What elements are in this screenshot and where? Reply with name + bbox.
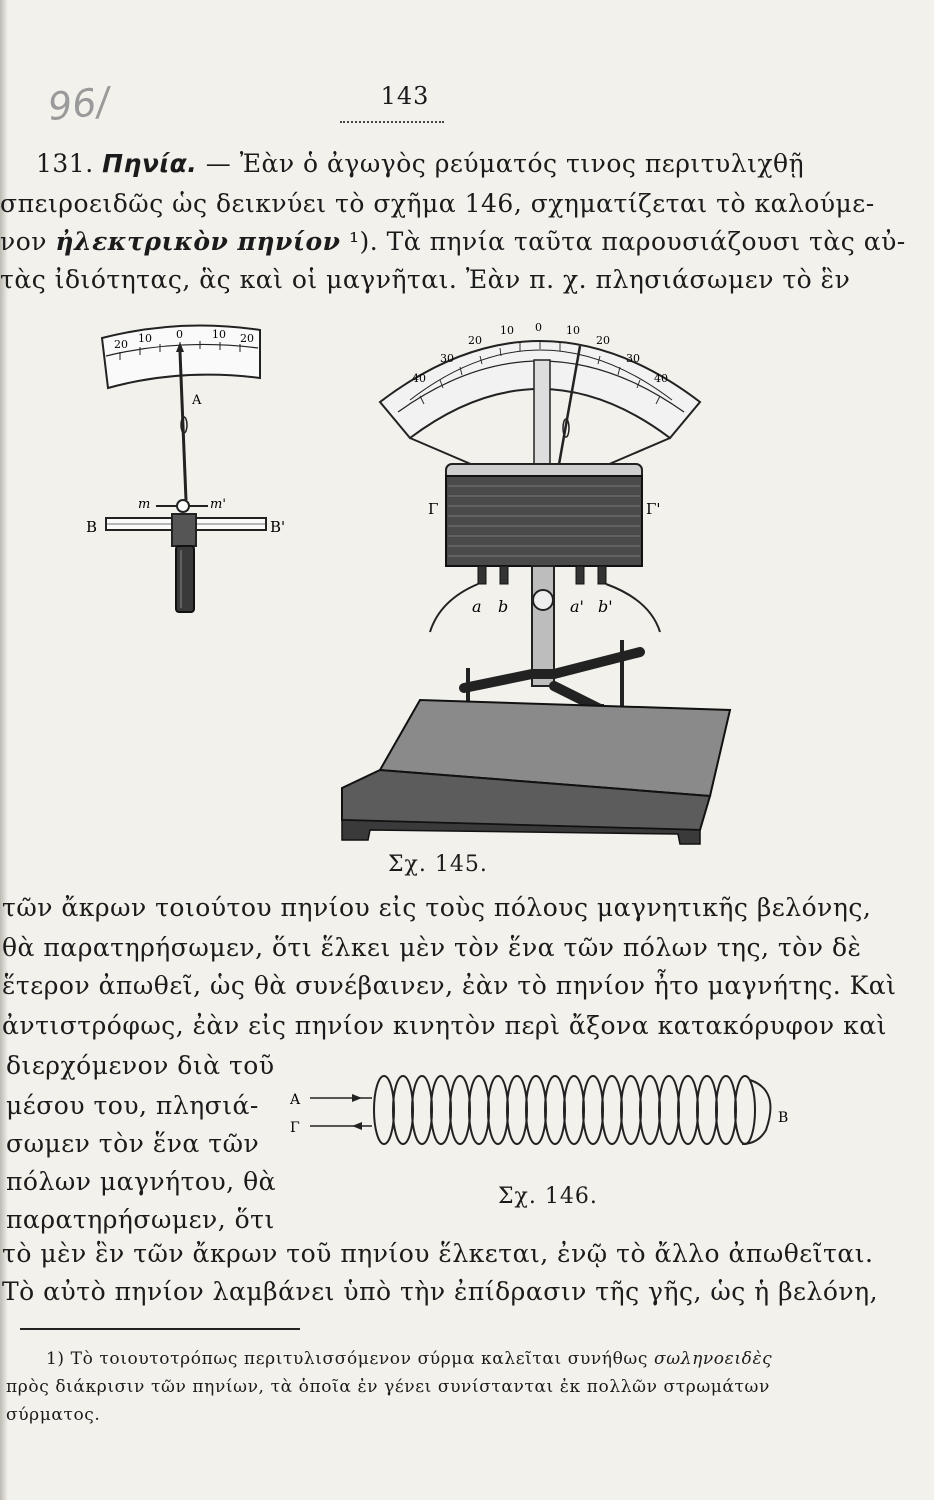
large-tick-label: 30 — [440, 352, 454, 365]
coil-loop — [431, 1076, 451, 1144]
coil-loop — [507, 1076, 527, 1144]
paragraph1-line3-start: νον — [0, 227, 47, 256]
coil-loop — [450, 1076, 470, 1144]
label-B-prime: B' — [270, 518, 286, 536]
paragraph1-line2: σπειροειδῶς ὡς δεικνύει τὸ σχῆμα 146, σχηματίζεται τὸ καλούμε- — [0, 189, 875, 218]
large-tick-label: 40 — [412, 372, 426, 385]
figure-146-coil — [280, 1060, 800, 1150]
label-A: A — [192, 393, 202, 408]
fig146-label-G: Γ — [290, 1120, 300, 1136]
coil-loop — [640, 1076, 660, 1144]
paragraph1-line1-text: — Ἐὰν ὁ ἀγωγὸς ρεύματός τινος περιτυλιχθῇ — [205, 149, 805, 178]
coil-loop — [621, 1076, 641, 1144]
footnote-line3: σύρματος. — [6, 1405, 101, 1425]
label-b: b — [498, 597, 509, 616]
footnote-line1 — [46, 1346, 772, 1372]
small-tick-label: 20 — [114, 338, 128, 351]
fig146-label-B: B — [778, 1110, 789, 1126]
label-G: Γ — [428, 500, 439, 518]
paragraph2-line2: θὰ παρατηρήσωμεν, ὅτι ἕλκει μὲν τὸν ἕνα τῶν πόλων της, τὸν δὲ — [2, 933, 862, 962]
footnote-line1-text: 1) Τὸ τοιουτοτρόπως περιτυλισσόμενον σύρμα καλεῖται συνήθως — [46, 1349, 649, 1369]
page-edge-shadow — [0, 0, 8, 1500]
footnote-line2: πρὸς διάκρισιν τῶν πηνίων, τὰ ὁποῖα ἐν γένει συνίστανται ἐκ πολλῶν στρωμάτων — [6, 1377, 770, 1397]
label-a: a — [472, 597, 482, 616]
coil-loop — [526, 1076, 546, 1144]
paragraph2-line-after2: Τὸ αὐτὸ πηνίον λαμβάνει ὑπὸ τὴν ἐπίδρασιν τῆς γῆς, ὡς ἡ βελόνη, — [2, 1277, 879, 1306]
label-m: m — [138, 497, 151, 512]
coil-loop — [488, 1076, 508, 1144]
large-tick-label: 10 — [500, 324, 514, 337]
paragraph2-short-line: μέσου του, πλησιά- — [6, 1091, 259, 1120]
coil-loop — [412, 1076, 432, 1144]
coil-loops — [374, 1076, 755, 1144]
small-tick-label: 10 — [138, 332, 152, 345]
footnote-emphasized-term: σωληνοειδὲς — [654, 1349, 773, 1369]
paragraph2-short-line: πόλων μαγνήτου, θὰ — [6, 1167, 277, 1196]
large-tick-label: 30 — [626, 352, 640, 365]
paragraph1-line3 — [0, 226, 906, 258]
paragraph1-line1 — [0, 148, 805, 180]
figure-145-caption: Σχ. 145. — [388, 852, 488, 877]
large-galvanometer — [342, 321, 730, 844]
section-title: Πηνία. — [102, 149, 198, 178]
paragraph2-line4: ἀντιστρόφως, ἐὰν εἰς πηνίον κινητὸν περὶ ἄξονα κατακόρυφον καὶ — [2, 1011, 887, 1040]
coil-loop — [602, 1076, 622, 1144]
emphasized-term: ἠλεκτρικὸν πηνίον — [55, 227, 341, 256]
coil-loop — [374, 1076, 394, 1144]
label-B: B — [86, 518, 98, 536]
label-a-prime: a' — [570, 597, 584, 616]
paragraph2-short-line: παρατηρήσωμεν, ὅτι — [6, 1205, 275, 1234]
large-tick-label: 10 — [566, 324, 580, 337]
paragraph2-line1: τῶν ἄκρων τοιούτου πηνίου εἰς τοὺς πόλους μαγνητικῆς βελόνης, — [2, 893, 872, 922]
large-tick-label: 0 — [535, 321, 542, 334]
paragraph2-line3: ἕτερον ἀπωθεῖ, ὡς θὰ συνέβαινεν, ἐὰν τὸ πηνίον ἦτο μαγνήτης. Καὶ — [2, 971, 897, 1000]
large-tick-label: 20 — [596, 334, 610, 347]
coil-loop — [469, 1076, 489, 1144]
paragraph2-short-line: διερχόμενον διὰ τοῦ — [6, 1051, 275, 1080]
coil-loop — [678, 1076, 698, 1144]
coil-loop — [583, 1076, 603, 1144]
coil-loop — [564, 1076, 584, 1144]
coil-loop — [545, 1076, 565, 1144]
coil-loop — [735, 1076, 755, 1144]
figure-146-caption: Σχ. 146. — [498, 1184, 598, 1209]
paragraph1-line3-end: ¹). Τὰ πηνία ταῦτα παρουσιάζουσι τὰς αὐ- — [348, 227, 906, 256]
large-tick-label: 20 — [468, 334, 482, 347]
coil-loop — [659, 1076, 679, 1144]
paragraph1-line4: τὰς ἰδιότητας, ἃς καὶ οἱ μαγνῆται. Ἐὰν π. χ. πλησιάσωμεν τὸ ἓν — [0, 265, 851, 294]
coil-loop — [716, 1076, 736, 1144]
small-tick-label: 20 — [240, 332, 254, 345]
coil-loop — [393, 1076, 413, 1144]
large-tick-label: 40 — [654, 372, 668, 385]
figure-145-illustration — [80, 300, 760, 860]
coil-loop — [697, 1076, 717, 1144]
small-tick-label: 10 — [212, 328, 226, 341]
footnote-rule — [20, 1328, 300, 1330]
label-b-prime: b' — [598, 597, 613, 616]
handwritten-note: 96/ — [45, 78, 112, 130]
paragraph2-short-line: σωμεν τὸν ἕνα τῶν — [6, 1129, 260, 1158]
fig146-label-A: A — [290, 1092, 301, 1108]
page-number: 143 — [380, 82, 430, 110]
section-number: 131. — [36, 149, 94, 178]
small-tick-label: 0 — [176, 328, 183, 341]
label-m-prime: m' — [210, 497, 226, 512]
label-G-prime: Γ' — [646, 500, 661, 518]
paragraph2-line-after1: τὸ μὲν ἓν τῶν ἄκρων τοῦ πηνίου ἕλκεται, ἐνῷ τὸ ἄλλο ἀπωθεῖται. — [2, 1239, 874, 1268]
page-number-rule — [340, 121, 444, 123]
